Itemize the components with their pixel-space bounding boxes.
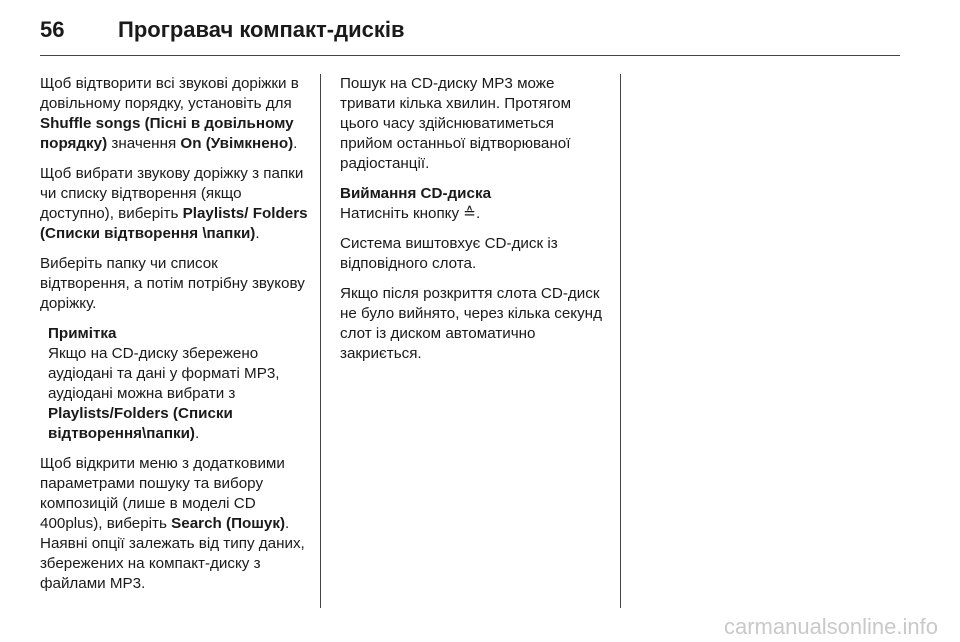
paragraph-search xyxy=(40,454,308,594)
column-divider-right xyxy=(620,74,621,608)
page-number: 56 xyxy=(40,17,65,42)
text: . xyxy=(255,225,260,242)
paragraph-press-eject xyxy=(340,204,608,224)
note-block xyxy=(40,324,308,444)
note-text xyxy=(48,344,308,444)
column-divider-left xyxy=(320,74,321,608)
menu-option-playlists: Playlists/ Folders (Списки відтворення \папки) xyxy=(40,205,308,242)
menu-option-search: Search (Пошук) xyxy=(171,515,286,532)
text: значення xyxy=(107,135,181,152)
column-left xyxy=(40,74,308,604)
page-header xyxy=(40,10,404,50)
text: Натисніть кнопку xyxy=(340,205,464,222)
paragraph-auto-close: Якщо після розкриття слота CD-диск не було вийнято, через кілька секунд слот із диском автоматично закриється. xyxy=(340,285,602,362)
note-title: Примітка xyxy=(48,325,117,342)
paragraph-playlists xyxy=(40,164,308,244)
text: Щоб відтворити всі звукові доріжки в довільному порядку, установіть для xyxy=(40,75,299,112)
page-title: Програвач компакт-дисків xyxy=(118,17,405,42)
header-rule xyxy=(40,55,900,56)
paragraph-eject-system: Система виштовхує CD-диск із відповідного слота. xyxy=(340,235,558,272)
paragraph-select-folder: Виберіть папку чи список відтворення, а потім потрібну звукову доріжку. xyxy=(40,255,305,312)
paragraph-shuffle xyxy=(40,74,308,154)
eject-icon: ≙ xyxy=(463,205,477,222)
menu-option-shuffle: Shuffle songs (Пісні в довільному порядку) xyxy=(40,115,294,152)
menu-option-playlists-note: Playlists/Folders (Списки відтворення\папки) xyxy=(48,405,233,442)
text: Щоб вибрати звукову доріжку з папки чи списку відтворення (якщо доступно), виберіть xyxy=(40,165,304,222)
text: . Наявні опції залежать від типу даних, збережених на компакт-диску з файлами MP3. xyxy=(40,515,305,592)
text: Якщо на CD-диску збережено аудіодані та дані у форматі MP3, аудіодані можна вибрати з xyxy=(48,345,280,402)
text: Щоб відкрити меню з додатковими параметрами пошуку та вибору композицій (лише в моделі CD 400plus), виберіть xyxy=(40,455,285,532)
paragraph-search-time: Пошук на CD-диску MP3 може тривати кілька хвилин. Протягом цього часу здійснюватиметься прийом останньої відтворюваної радіостанції. xyxy=(340,75,572,172)
watermark: carmanualsonline.info xyxy=(723,614,938,639)
value-on: On (Увімкнено) xyxy=(180,135,294,152)
column-middle xyxy=(340,74,608,374)
section-heading-eject: Виймання CD-диска xyxy=(340,185,492,202)
text: . xyxy=(293,135,298,152)
text: . xyxy=(476,205,481,222)
text: . xyxy=(195,425,200,442)
